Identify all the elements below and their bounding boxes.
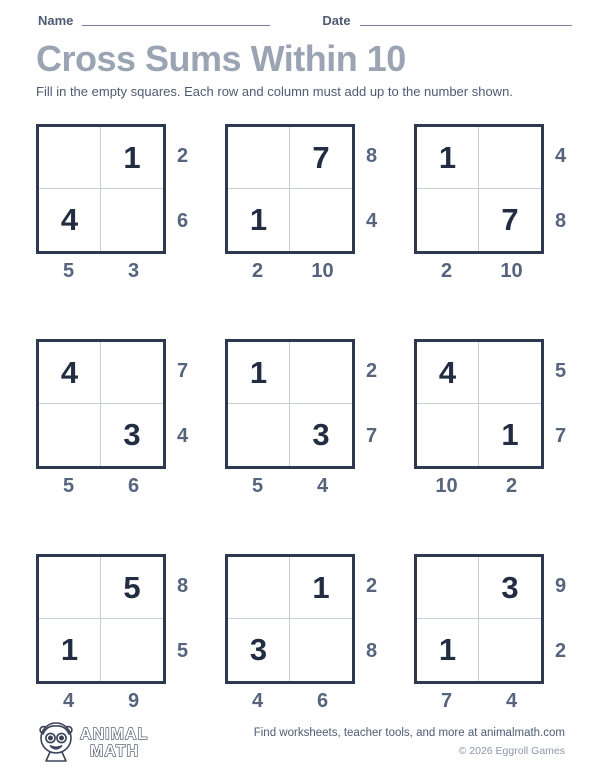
puzzle-cell: 4: [39, 189, 101, 251]
puzzle: [225, 339, 414, 554]
row-sum: 7: [555, 425, 567, 447]
col-sums: [36, 690, 166, 713]
col-sum: 10: [311, 260, 334, 282]
animal-face-icon: [40, 723, 72, 761]
puzzle: [225, 124, 414, 339]
puzzle-cell: [228, 127, 290, 189]
puzzle-grid: [414, 124, 544, 254]
puzzle-cell: 1: [228, 342, 290, 404]
puzzle-top: [225, 339, 414, 469]
puzzle-top: [36, 339, 225, 469]
puzzle-cell: [290, 189, 352, 251]
puzzle-cell: 4: [417, 342, 479, 404]
animal-math-logo: [36, 717, 158, 768]
col-sum: 4: [316, 475, 329, 497]
puzzle-grid: [414, 339, 544, 469]
row-sum: 2: [177, 145, 189, 167]
col-sum: 5: [62, 475, 75, 497]
puzzle-grid: [225, 554, 355, 684]
row-sums: [555, 554, 566, 684]
col-sum: 2: [440, 260, 453, 282]
puzzle-cell: [290, 342, 352, 404]
puzzle-cell: [290, 619, 352, 681]
puzzle-cell: 1: [417, 127, 479, 189]
puzzle-cell: [101, 342, 163, 404]
puzzle-cell: [39, 557, 101, 619]
row-sum: 8: [177, 575, 189, 597]
col-sum: 4: [251, 690, 264, 712]
col-sums: [36, 260, 166, 283]
footer-tagline: Find worksheets, teacher tools, and more at animalmath.com: [253, 727, 565, 740]
col-sums: [36, 475, 166, 498]
name-field: [38, 13, 270, 28]
col-sums: [414, 260, 544, 283]
puzzles: [36, 124, 600, 769]
instructions: Fill in the empty squares. Each row and column must add up to the number shown.: [36, 84, 513, 99]
row-sum: 7: [366, 425, 378, 447]
col-sum: 5: [251, 475, 264, 497]
puzzle-cell: [417, 404, 479, 466]
col-sums: [225, 260, 355, 283]
puzzle-top: [414, 339, 600, 469]
row-sum: 5: [177, 640, 189, 662]
puzzle-top: [414, 554, 600, 684]
puzzle-top: [36, 554, 225, 684]
row-sum: 8: [366, 145, 378, 167]
puzzle-cell: 7: [501, 202, 519, 237]
row-sum: 2: [555, 640, 567, 662]
puzzle-cell: 1: [501, 417, 519, 452]
puzzle-cell: [479, 619, 541, 681]
puzzle-cell: 1: [101, 127, 163, 189]
puzzle-cell: [417, 557, 479, 619]
puzzle: [414, 124, 600, 339]
puzzle-cell: [101, 619, 163, 681]
row-sums: [366, 339, 377, 469]
col-sum: 4: [505, 690, 518, 712]
row-sums: [177, 554, 188, 684]
row-sums: [366, 554, 377, 684]
header: [38, 13, 565, 28]
puzzle-top: [414, 124, 600, 254]
puzzle-cell: 3: [228, 619, 290, 681]
puzzle-grid: [36, 339, 166, 469]
row-sum: 4: [366, 210, 378, 232]
row-sums: [366, 124, 377, 254]
puzzle-cell: 5: [101, 557, 163, 619]
puzzle-cell: [479, 127, 541, 189]
puzzle-cell: 1: [417, 619, 479, 681]
col-sum: 10: [500, 260, 523, 282]
puzzle-cell: [417, 189, 479, 251]
row-sum: 2: [366, 360, 378, 382]
name-label: Name: [38, 13, 74, 28]
col-sums: [414, 690, 544, 713]
row-sum: 9: [555, 575, 567, 597]
puzzle-cell: [479, 342, 541, 404]
col-sums: [414, 475, 544, 498]
row-sums: [555, 339, 566, 469]
col-sum: 2: [251, 260, 264, 282]
date-blank-line: [360, 24, 572, 26]
puzzle: [414, 339, 600, 554]
puzzle-cell: 1: [39, 619, 101, 681]
puzzle-grid: [414, 554, 544, 684]
row-sum: 8: [555, 210, 567, 232]
puzzle-cell: [228, 557, 290, 619]
logo-text-line1: ANIMAL: [80, 726, 149, 743]
footer: [36, 717, 565, 768]
puzzle-cell: 1: [228, 189, 290, 251]
col-sum: 7: [440, 690, 453, 712]
col-sums: [225, 690, 355, 713]
row-sum: 7: [177, 360, 189, 382]
date-label: Date: [322, 13, 351, 28]
col-sum: 5: [62, 260, 75, 282]
row-sum: 4: [177, 425, 189, 447]
puzzle-cell: 1: [290, 557, 352, 619]
row-sums: [177, 124, 188, 254]
animal-math-logo-art: [36, 717, 158, 763]
footer-copyright: © 2026 Eggroll Games: [458, 745, 565, 758]
puzzle-cell: [39, 404, 101, 466]
puzzle-cell: [228, 404, 290, 466]
puzzle-cell: 4: [39, 342, 101, 404]
puzzle-cell: 7: [290, 127, 352, 189]
name-blank-line: [82, 24, 270, 26]
row-sum: 5: [555, 360, 567, 382]
puzzle: [36, 339, 225, 554]
footer-right: [254, 725, 565, 759]
col-sum: 6: [127, 475, 140, 497]
row-sums: [555, 124, 566, 254]
puzzle-top: [225, 554, 414, 684]
row-sums: [177, 339, 188, 469]
page-title: Cross Sums Within 10: [36, 38, 406, 79]
puzzle-top: [36, 124, 225, 254]
col-sum: 6: [316, 690, 329, 712]
puzzle-cell: [101, 189, 163, 251]
col-sum: 2: [505, 475, 518, 497]
puzzle-grid: [36, 554, 166, 684]
puzzle-top: [225, 124, 414, 254]
col-sum: 9: [127, 690, 140, 712]
puzzle-cell: 3: [312, 417, 330, 452]
row-sum: 8: [366, 640, 378, 662]
puzzle-cell: [39, 127, 101, 189]
row-sum: 2: [366, 575, 378, 597]
date-field: [322, 13, 571, 28]
row-sum: 6: [177, 210, 189, 232]
col-sums: [225, 475, 355, 498]
col-sum: 3: [127, 260, 140, 282]
puzzle-grid: [225, 124, 355, 254]
puzzle-grid: [36, 124, 166, 254]
col-sum: 4: [62, 690, 75, 712]
logo-text-line2: MATH: [90, 743, 140, 760]
puzzle: [36, 124, 225, 339]
row-sum: 4: [555, 145, 567, 167]
puzzle-cell: 3: [123, 417, 141, 452]
puzzle-cell: 3: [479, 557, 541, 619]
col-sum: 10: [435, 475, 458, 497]
puzzle-grid: [225, 339, 355, 469]
